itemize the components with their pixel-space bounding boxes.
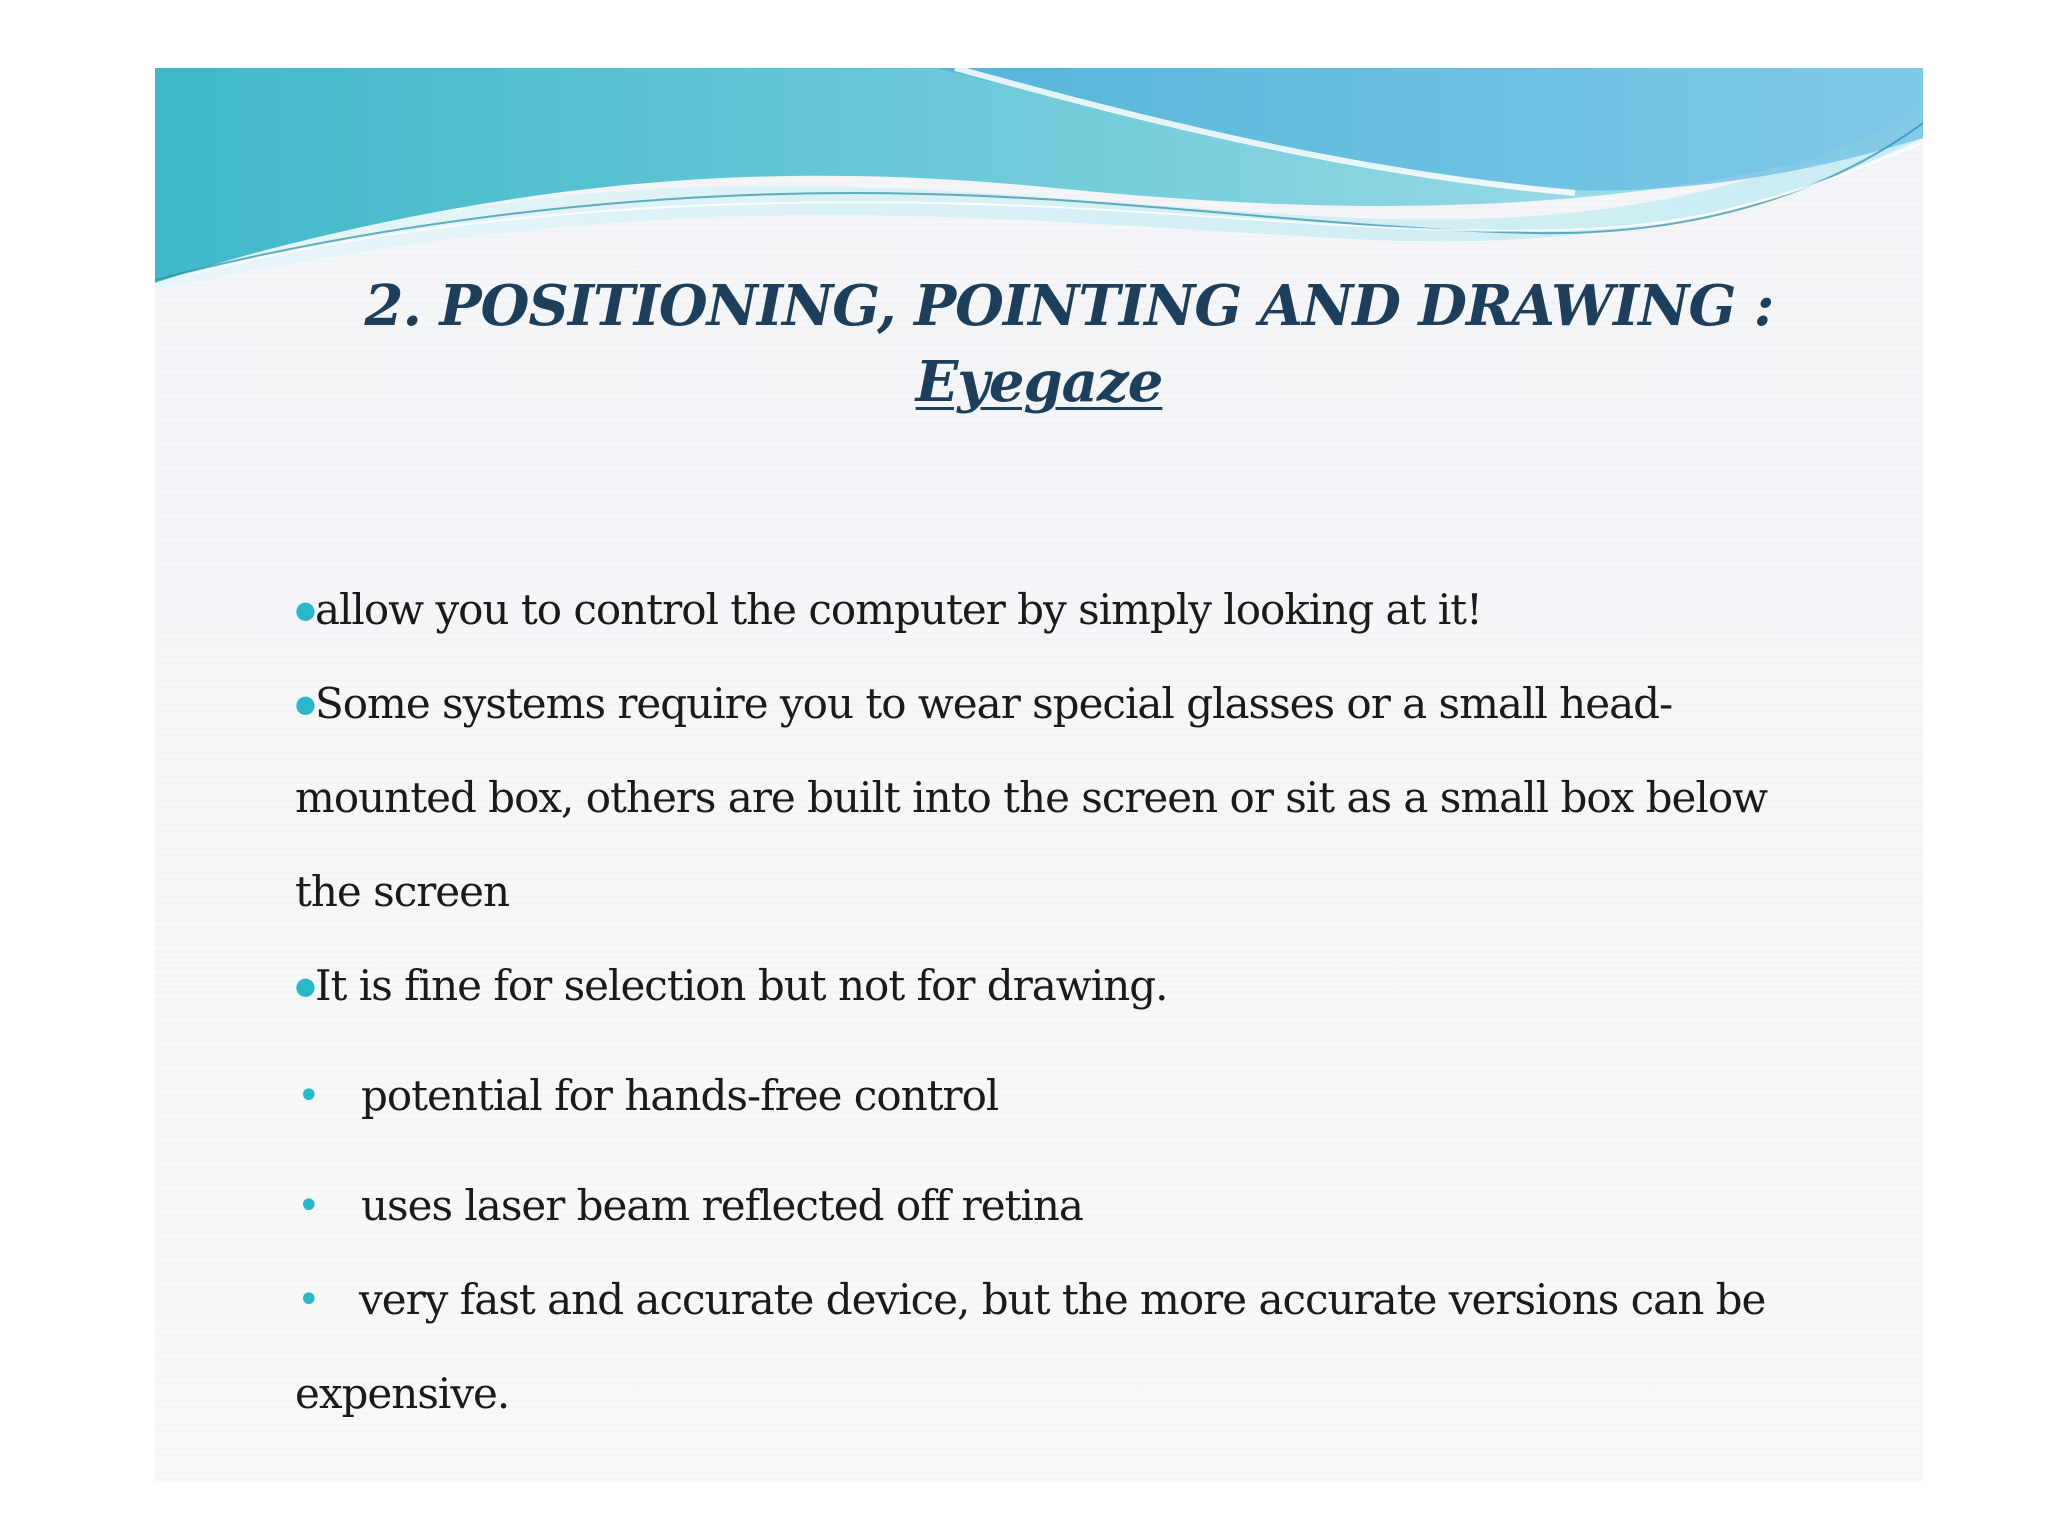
paragraph-text: allow you to control the computer by simply looking at it!	[314, 585, 1482, 634]
bullet-item-1	[295, 1049, 1835, 1143]
bullet-text: potential for hands-free control	[361, 1071, 999, 1120]
slide-body	[295, 563, 1835, 1441]
bullet-icon: •	[297, 1183, 320, 1229]
bullet-text: very fast and accurate device, but the more accurate versions can be expensive.	[295, 1275, 1766, 1418]
bullet-item-3	[295, 1253, 1835, 1441]
bullet-text: uses laser beam reflected off retina	[361, 1181, 1083, 1230]
bullet-item-2	[295, 1159, 1835, 1253]
small-bullet-icon: ●	[295, 596, 315, 624]
paragraph-1	[295, 563, 1835, 657]
small-bullet-icon: ●	[295, 972, 315, 1000]
slide-title-main: 2. POSITIONING, POINTING AND DRAWING :	[364, 273, 1774, 339]
paragraph-text: Some systems require you to wear special glasses or a small head-mounted box, others are built into the screen or sit as a small box below the screen	[295, 679, 1768, 916]
header-wave-decoration	[155, 68, 1923, 288]
bullet-icon: •	[297, 1073, 320, 1119]
paragraph-text: It is fine for selection but not for drawing.	[314, 961, 1168, 1010]
bullet-icon: •	[297, 1277, 320, 1323]
paragraph-2	[295, 657, 1835, 939]
paragraph-3	[295, 939, 1835, 1033]
slide-title	[155, 268, 1923, 420]
slide	[155, 68, 1923, 1482]
small-bullet-icon: ●	[295, 690, 315, 718]
slide-title-subtitle: Eyegaze	[915, 349, 1163, 415]
